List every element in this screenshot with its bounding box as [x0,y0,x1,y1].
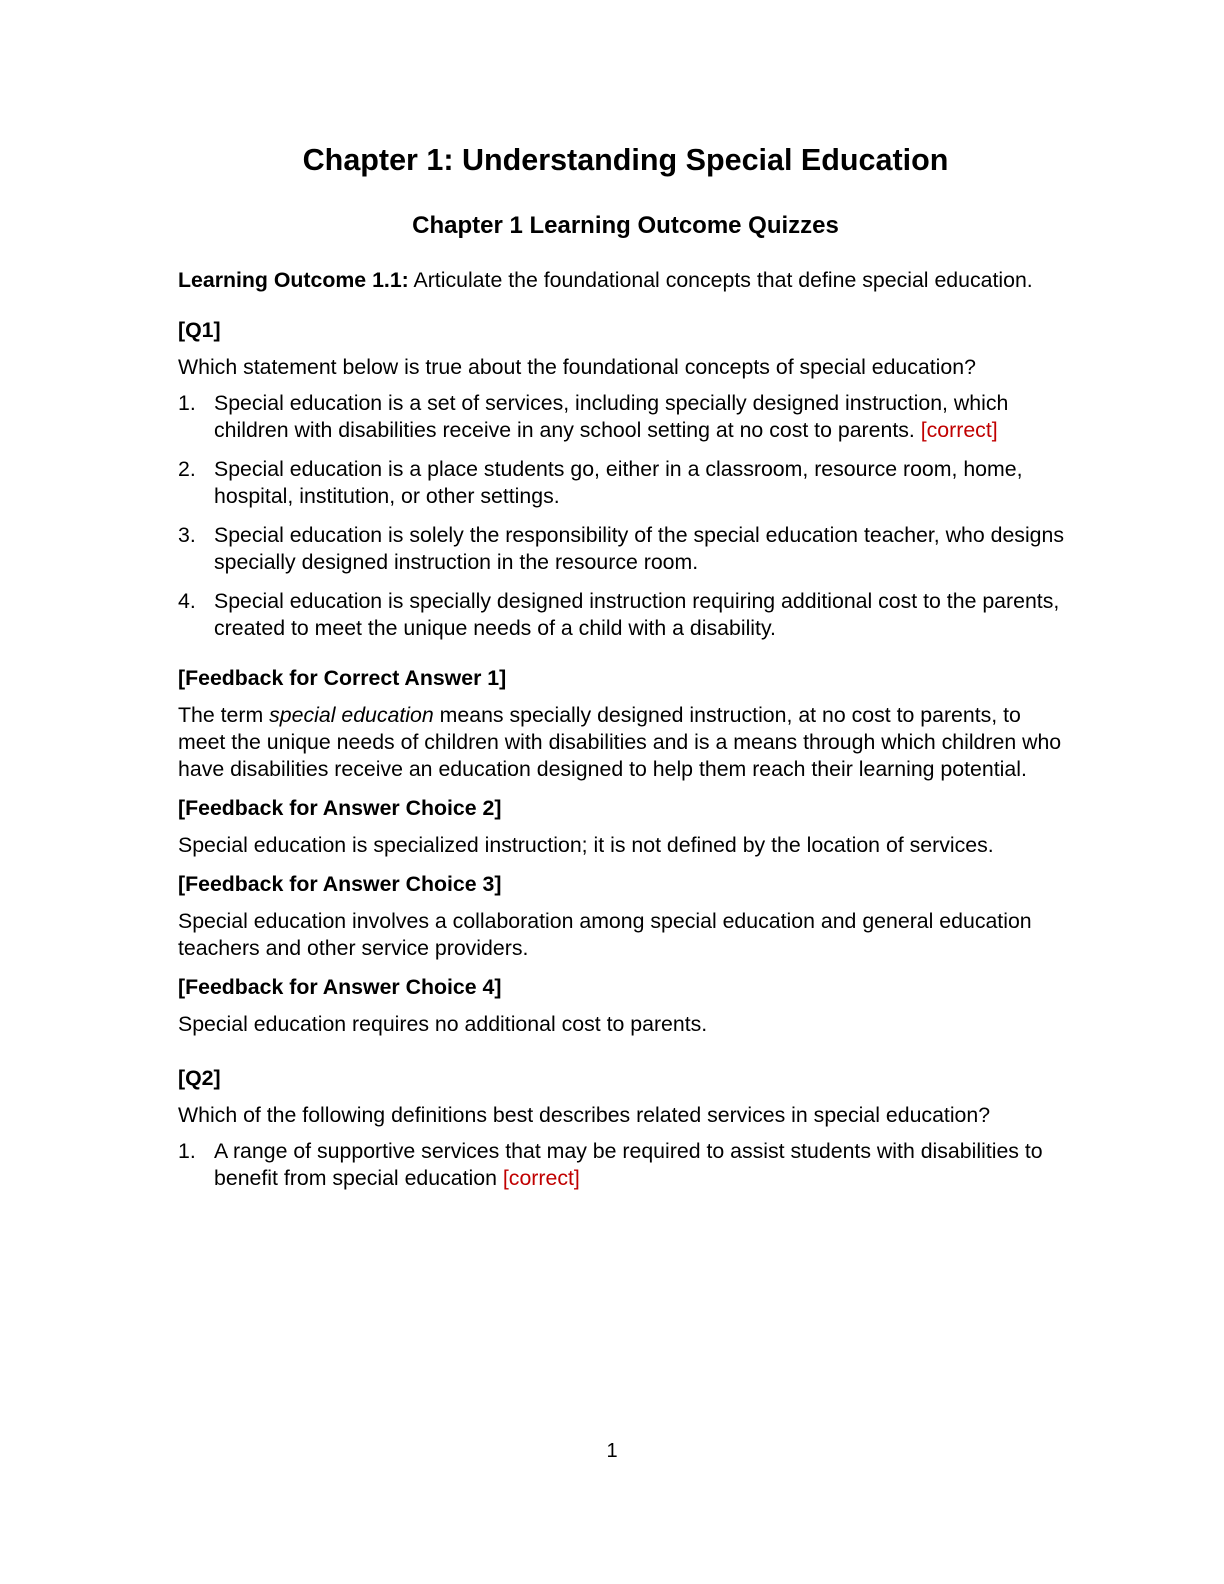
question-1-label: [Q1] [178,318,221,342]
question-2 [178,1065,1073,1192]
answer-number: 4. [178,589,196,613]
feedback-correct-text [178,702,1073,783]
answer-choice [178,588,1073,642]
question-1 [178,317,1073,1038]
question-1-answers [178,390,1073,642]
answer-number: 2. [178,457,196,481]
feedback-text-part: means specially designed instruction, at no cost to parents, to meet the unique needs of children with disabilities and is a means through which children who have disabilities receive an education designed to help them reach their learning potential. [178,703,1062,781]
feedback-choice-4-label: [Feedback for Answer Choice 4] [178,975,502,999]
answer-text: A range of supportive services that may be required to assist students with disabilities to benefit from special education [214,1139,1043,1190]
question-2-text: Which of the following definitions best describes related services in special education? [178,1103,991,1127]
feedback-choice-3-text: Special education involves a collaboration among special education and general education teachers and other service providers. [178,909,1032,960]
learning-outcome [178,267,1073,294]
answer-text: Special education is a set of services, including specially designed instruction, which children with disabilities receive in any school setting at no cost to parents. [214,391,1009,442]
answer-text: Special education is solely the responsibility of the special education teacher, who designs specially designed instruction in the resource room. [214,523,1065,574]
feedback-text-part: The term [178,703,270,727]
answer-choice [178,390,1073,444]
answer-number: 3. [178,523,196,547]
feedback-choice-2-label: [Feedback for Answer Choice 2] [178,796,502,820]
correct-tag: [correct] [920,418,998,442]
question-2-answers [178,1138,1073,1192]
feedback-choice-3-label: [Feedback for Answer Choice 3] [178,872,502,896]
answer-text: Special education is specially designed instruction requiring additional cost to the parents, created to meet the unique needs of a child with a disability. [214,589,1060,640]
learning-outcome-text: Articulate the foundational concepts that define special education. [408,268,1033,292]
document-page [178,140,1073,1204]
chapter-title: Chapter 1: Understanding Special Education [302,143,949,177]
quiz-subtitle: Chapter 1 Learning Outcome Quizzes [412,212,839,239]
question-1-text: Which statement below is true about the foundational concepts of special education? [178,355,976,379]
question-2-label: [Q2] [178,1066,221,1090]
feedback-term-emphasis: special education [269,703,434,727]
correct-tag: [correct] [502,1166,580,1190]
feedback-choice-4-text: Special education requires no additional cost to parents. [178,1012,708,1036]
answer-choice [178,456,1073,510]
page-number: 1 [606,1440,618,1462]
answer-choice [178,1138,1073,1192]
answer-number: 1. [178,391,196,415]
answer-number: 1. [178,1139,196,1163]
learning-outcome-label: Learning Outcome 1.1: [178,268,409,292]
feedback-correct-label: [Feedback for Correct Answer 1] [178,666,507,690]
answer-choice [178,522,1073,576]
answer-text: Special education is a place students go, either in a classroom, resource room, home, hospital, institution, or other settings. [214,457,1023,508]
feedback-choice-2-text: Special education is specialized instruction; it is not defined by the location of services. [178,833,994,857]
